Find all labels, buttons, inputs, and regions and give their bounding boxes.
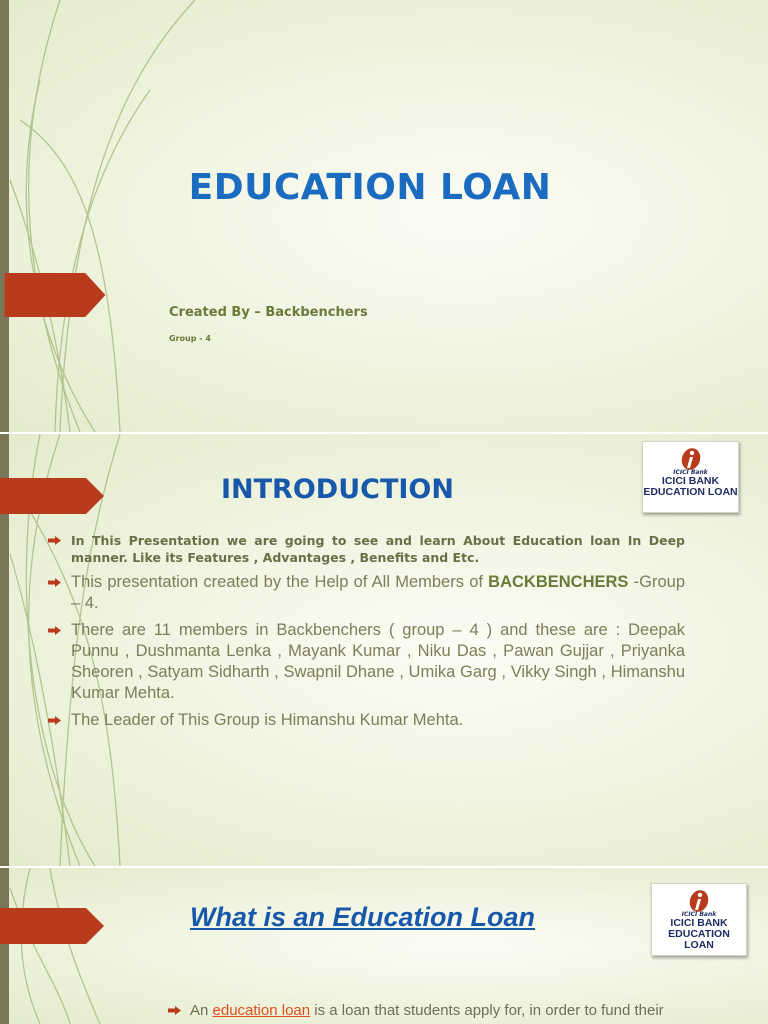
bullet-bold-text: BACKBENCHERS xyxy=(488,573,629,591)
arrow-bullet-icon xyxy=(48,578,61,587)
logo-bank-small: ICICI Bank xyxy=(673,469,708,476)
icici-emblem-icon xyxy=(688,889,710,913)
education-loan-link[interactable]: education loan xyxy=(212,1002,311,1019)
arrow-bullet-icon xyxy=(48,536,61,545)
arrow-bullet-icon xyxy=(168,1006,181,1015)
what-is-heading: What is an Education Loan xyxy=(190,902,536,932)
red-arrow-tab xyxy=(0,904,104,948)
list-item xyxy=(48,620,685,704)
swirl-decoration xyxy=(0,0,200,432)
logo-line-1: ICICI BANK xyxy=(661,475,720,487)
bullet-text: An xyxy=(190,1002,213,1019)
arrow-bullet-icon xyxy=(48,626,61,635)
slide-title-heading: EDUCATION LOAN xyxy=(188,167,552,208)
list-item xyxy=(48,572,685,614)
icici-logo xyxy=(642,441,739,513)
logo-line-2: EDUCATION LOAN xyxy=(668,928,730,951)
bullet-text: In This Presentation we are going to see and learn About Education loan In Deep manner. Like its Features , Advantages , Benefits and Etc. xyxy=(71,533,685,565)
group-label: Group - 4 xyxy=(169,334,211,343)
red-arrow-tab xyxy=(0,273,110,317)
slide-introduction xyxy=(0,434,768,866)
slide-title xyxy=(0,0,768,432)
logo-line-2: EDUCATION LOAN xyxy=(643,486,738,498)
icici-emblem-icon xyxy=(680,447,702,471)
slide-what-is xyxy=(0,868,768,1024)
logo-bank-small: ICICI Bank xyxy=(681,911,717,918)
list-item xyxy=(168,1002,728,1019)
red-arrow-tab xyxy=(0,474,104,518)
icici-logo xyxy=(651,883,747,956)
arrow-bullet-icon xyxy=(48,716,61,725)
created-by: Created By – Backbenchers xyxy=(169,305,368,320)
introduction-heading: INTRODUCTION xyxy=(221,474,454,505)
bullet-text: This presentation created by the Help of All Members of xyxy=(71,573,489,591)
list-item xyxy=(48,710,685,731)
bullet-text: The Leader of This Group is Himanshu Kumar Mehta. xyxy=(71,711,464,729)
bullet-text: -Group – 4. xyxy=(71,573,686,612)
list-item xyxy=(48,532,685,566)
bullet-text: There are 11 members in Backbenchers ( group – 4 ) and these are : Deepak Punnu , Dushmanta Lenka , Mayank Kumar , Niku Das , Pawan Gujjar , Priyanka Sheoren , Satyam Sidharth , Swapnil Dhane , Umika Garg , Vikky Singh , Himanshu Kumar Mehta. xyxy=(71,621,685,702)
logo-line-1: ICICI BANK xyxy=(670,917,728,929)
bullet-list xyxy=(48,532,685,737)
bullet-text: is a loan that students apply for, in order to fund their xyxy=(310,1002,664,1019)
